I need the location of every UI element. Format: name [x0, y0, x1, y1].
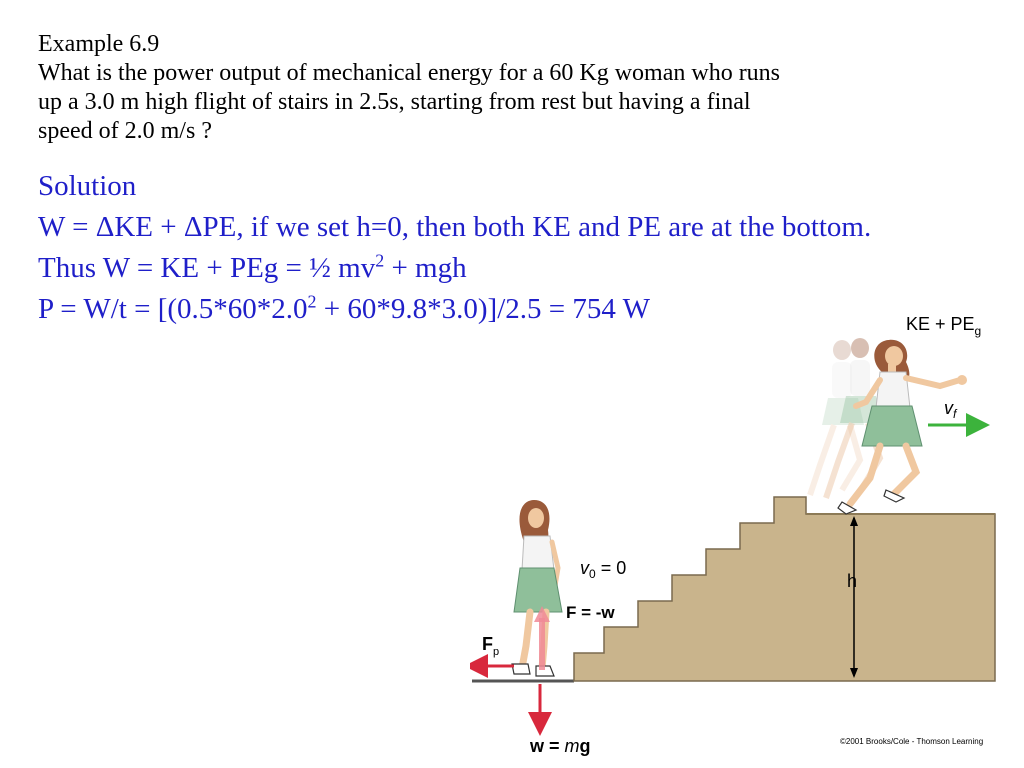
fp-label: $F_p$	[482, 634, 500, 658]
problem-statement	[38, 30, 978, 146]
work-energy-equation: W = ΔKE + ΔPE, if we set h=0, then both KE and PE are at the bottom.	[38, 211, 872, 243]
staircase	[574, 497, 995, 681]
stairs-diagram	[470, 300, 1024, 768]
problem-line-2: up a 3.0 m high flight of stairs in 2.5s, starting from rest but having a final	[38, 89, 751, 115]
copyright-credit: ©2001 Brooks/Cole - Thomson Learning	[840, 737, 984, 746]
thus-equation	[38, 248, 938, 289]
power-eq-rest: + 60*9.8*3.0)]/2.5 = 754 W	[316, 293, 650, 325]
weight-label: w = mg	[530, 736, 591, 756]
stairs-figure	[470, 300, 1024, 768]
fw-label: F = -w	[566, 603, 615, 622]
problem-line-3: speed of 2.0 m/s ?	[38, 118, 212, 144]
thus-eq-exponent: 2	[375, 250, 385, 271]
solution-heading: Solution	[38, 170, 137, 202]
v0-label: $v_0 = 0$	[580, 558, 627, 581]
thus-eq-rest: + mgh	[384, 252, 467, 284]
height-label: h	[847, 571, 858, 591]
power-eq-main: P = W/t = [(0.5*60*2.0	[38, 293, 308, 325]
problem-line-1: What is the power output of mechanical energy for a 60 Kg woman who runs	[38, 60, 781, 86]
power-eq-exponent: 2	[307, 291, 317, 312]
ke-pe-label: KE + $PE_g$	[906, 314, 982, 338]
thus-eq-main: Thus W = KE + PEg = ½ mv	[38, 252, 376, 284]
standing-woman	[512, 500, 562, 676]
vf-label: $v_f$	[944, 398, 957, 421]
example-title: Example 6.9	[38, 31, 160, 57]
